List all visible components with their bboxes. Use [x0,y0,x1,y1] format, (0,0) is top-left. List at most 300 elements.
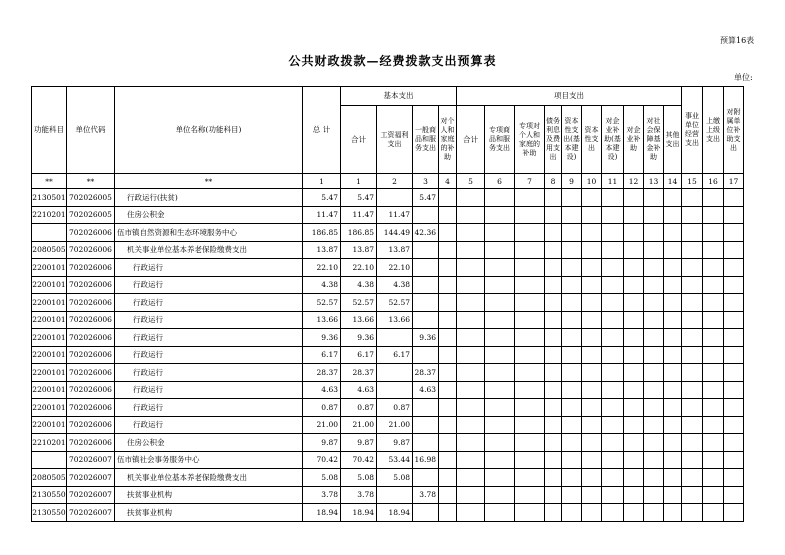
unit-label: 单位: [734,73,753,82]
empty-cell [562,346,582,364]
empty-cell [515,311,545,329]
func-code-cell: 2200101 [32,259,67,277]
empty-cell [439,399,457,417]
basic-sum-cell: 0.87 [341,399,377,417]
index-cell: 11 [602,174,624,189]
empty-cell [602,276,624,294]
empty-cell [562,451,582,469]
goods-cell: 16.98 [413,451,439,469]
empty-cell [664,276,682,294]
empty-cell [457,399,485,417]
empty-cell [644,329,664,347]
empty-cell [582,311,602,329]
index-cell: ** [32,174,67,189]
header-unit-name: 单位名称(功能科目) [115,87,303,174]
empty-cell [644,346,664,364]
empty-cell [644,364,664,382]
empty-cell [644,469,664,487]
empty-cell [457,241,485,259]
salary-cell [377,486,413,504]
empty-cell [457,276,485,294]
unit-name-cell: 行政运行 [115,294,303,312]
empty-cell [439,294,457,312]
empty-cell [545,416,562,434]
empty-cell [457,311,485,329]
empty-cell [562,504,582,522]
header-operating: 事业单位经营支出 [682,87,703,174]
total-cell: 186.85 [303,224,341,242]
salary-cell: 13.87 [377,241,413,259]
empty-cell [515,206,545,224]
basic-sum-cell: 11.47 [341,206,377,224]
empty-cell [562,241,582,259]
empty-cell [439,224,457,242]
empty-cell [485,451,515,469]
unit-name-cell: 行政运行 [115,364,303,382]
empty-cell [485,224,515,242]
empty-cell [703,189,724,207]
empty-cell [457,329,485,347]
empty-cell [582,416,602,434]
func-code-cell: 2200101 [32,311,67,329]
basic-sum-cell: 9.87 [341,434,377,452]
empty-cell [624,329,644,347]
func-code-cell: 2200101 [32,416,67,434]
empty-cell [724,469,744,487]
empty-cell [644,259,664,277]
total-cell: 9.87 [303,434,341,452]
empty-cell [682,416,703,434]
empty-cell [624,224,644,242]
basic-sum-cell: 4.63 [341,381,377,399]
empty-cell [485,259,515,277]
empty-cell [562,189,582,207]
unit-name-cell: 伍市镇社会事务服务中心 [115,451,303,469]
empty-cell [582,504,602,522]
empty-cell [682,381,703,399]
basic-sum-cell: 18.94 [341,504,377,522]
empty-cell [582,346,602,364]
empty-cell [457,504,485,522]
empty-cell [724,346,744,364]
header-enterprise: 对企业补助 [624,106,644,174]
empty-cell [515,294,545,312]
table-row [32,224,744,242]
func-code-cell: 2130501 [32,189,67,207]
empty-cell [724,486,744,504]
empty-cell [644,224,664,242]
empty-cell [682,469,703,487]
index-cell: 7 [515,174,545,189]
header-subordinate: 对附属单位补助支出 [724,87,744,174]
basic-sum-cell: 13.66 [341,311,377,329]
header-basic-group: 基本支出 [341,87,457,106]
empty-cell [545,399,562,417]
empty-cell [664,224,682,242]
empty-cell [624,346,644,364]
empty-cell [545,224,562,242]
empty-cell [562,469,582,487]
empty-cell [439,504,457,522]
salary-cell: 9.87 [377,434,413,452]
unit-name-cell: 行政运行 [115,276,303,294]
salary-cell: 6.17 [377,346,413,364]
empty-cell [682,504,703,522]
empty-cell [439,259,457,277]
header-func-code: 功能科目 [32,87,67,174]
empty-cell [545,276,562,294]
total-cell: 3.78 [303,486,341,504]
empty-cell [664,434,682,452]
goods-cell: 3.78 [413,486,439,504]
index-cell: 1 [303,174,341,189]
empty-cell [582,294,602,312]
unit-code-cell: 702026006 [67,276,115,294]
salary-cell: 21.00 [377,416,413,434]
empty-cell [644,311,664,329]
empty-cell [485,381,515,399]
empty-cell [457,416,485,434]
empty-cell [724,241,744,259]
index-cell: 5 [457,174,485,189]
func-code-cell: 2080505 [32,241,67,259]
empty-cell [724,399,744,417]
empty-cell [602,329,624,347]
empty-cell [644,486,664,504]
empty-cell [515,224,545,242]
empty-cell [664,241,682,259]
empty-cell [724,259,744,277]
index-cell: 13 [644,174,664,189]
empty-cell [703,329,724,347]
goods-cell [413,434,439,452]
empty-cell [602,241,624,259]
basic-sum-cell: 70.42 [341,451,377,469]
empty-cell [545,381,562,399]
index-cell: 4 [439,174,457,189]
func-code-cell: 2200101 [32,276,67,294]
empty-cell [515,259,545,277]
total-cell: 18.94 [303,504,341,522]
func-code-cell: 2130550 [32,504,67,522]
header-project-group: 项目支出 [457,87,682,106]
empty-cell [724,329,744,347]
empty-cell [485,294,515,312]
func-code-cell: 2200101 [32,329,67,347]
total-cell: 0.87 [303,399,341,417]
unit-name-cell: 住房公积金 [115,206,303,224]
empty-cell [624,276,644,294]
empty-cell [602,189,624,207]
table-number-label: 预算16表 [720,36,755,45]
table-row [32,364,744,382]
basic-sum-cell: 186.85 [341,224,377,242]
empty-cell [457,346,485,364]
index-cell: 14 [664,174,682,189]
empty-cell [703,346,724,364]
salary-cell: 11.47 [377,206,413,224]
table-row [32,276,744,294]
budget-table [31,86,744,522]
empty-cell [582,469,602,487]
table-row [32,241,744,259]
empty-cell [703,504,724,522]
unit-name-cell: 行政运行 [115,399,303,417]
unit-code-cell: 702026006 [67,329,115,347]
empty-cell [724,189,744,207]
empty-cell [515,504,545,522]
empty-cell [602,224,624,242]
empty-cell [624,381,644,399]
empty-cell [562,381,582,399]
empty-cell [545,189,562,207]
empty-cell [582,259,602,277]
empty-cell [664,399,682,417]
empty-cell [439,451,457,469]
basic-sum-cell: 13.87 [341,241,377,259]
empty-cell [664,189,682,207]
empty-cell [644,399,664,417]
empty-cell [485,434,515,452]
empty-cell [682,241,703,259]
empty-cell [682,346,703,364]
unit-name-cell: 行政运行 [115,329,303,347]
empty-cell [562,329,582,347]
empty-cell [562,486,582,504]
empty-cell [703,259,724,277]
empty-cell [582,189,602,207]
empty-cell [515,486,545,504]
empty-cell [664,504,682,522]
table-row [32,329,744,347]
empty-cell [439,469,457,487]
empty-cell [582,364,602,382]
basic-sum-cell: 9.36 [341,329,377,347]
salary-cell: 13.66 [377,311,413,329]
empty-cell [457,486,485,504]
basic-sum-cell: 22.10 [341,259,377,277]
empty-cell [485,276,515,294]
salary-cell: 53.44 [377,451,413,469]
empty-cell [562,434,582,452]
empty-cell [682,311,703,329]
salary-cell [377,364,413,382]
empty-cell [624,241,644,259]
empty-cell [703,364,724,382]
total-cell: 5.08 [303,469,341,487]
empty-cell [682,294,703,312]
empty-cell [703,311,724,329]
empty-cell [703,241,724,259]
salary-cell: 18.94 [377,504,413,522]
header-other: 其他支出 [664,106,682,174]
empty-cell [545,451,562,469]
goods-cell [413,259,439,277]
unit-name-cell: 住房公积金 [115,434,303,452]
index-cell: 3 [413,174,439,189]
header-debt: 债务利息及费用支出 [545,106,562,174]
index-row [32,174,744,189]
empty-cell [515,329,545,347]
goods-cell [413,311,439,329]
unit-name-cell: 行政运行(扶贫) [115,189,303,207]
total-cell: 4.63 [303,381,341,399]
empty-cell [439,311,457,329]
basic-sum-cell: 21.00 [341,416,377,434]
empty-cell [602,434,624,452]
empty-cell [624,189,644,207]
table-row [32,311,744,329]
empty-cell [545,364,562,382]
empty-cell [644,451,664,469]
unit-name-cell: 扶贫事业机构 [115,486,303,504]
empty-cell [624,364,644,382]
empty-cell [582,206,602,224]
empty-cell [485,469,515,487]
empty-cell [664,486,682,504]
table-row [32,189,744,207]
empty-cell [602,259,624,277]
page-title: 公共财政拨款—经费拨款支出预算表 [288,54,497,68]
empty-cell [644,206,664,224]
empty-cell [457,451,485,469]
salary-cell [377,381,413,399]
empty-cell [562,206,582,224]
empty-cell [724,224,744,242]
unit-name-cell: 机关事业单位基本养老保险缴费支出 [115,469,303,487]
empty-cell [682,276,703,294]
goods-cell [413,241,439,259]
salary-cell: 4.38 [377,276,413,294]
unit-code-cell: 702026006 [67,434,115,452]
empty-cell [682,259,703,277]
empty-cell [624,451,644,469]
empty-cell [515,416,545,434]
basic-sum-cell: 3.78 [341,486,377,504]
empty-cell [602,364,624,382]
unit-name-cell: 扶贫事业机构 [115,504,303,522]
empty-cell [682,329,703,347]
header-capital: 资本性支出 [582,106,602,174]
goods-cell [413,294,439,312]
empty-cell [457,469,485,487]
empty-cell [439,346,457,364]
empty-cell [545,486,562,504]
func-code-cell: 2210201 [32,434,67,452]
salary-cell: 144.49 [377,224,413,242]
empty-cell [485,311,515,329]
func-code-cell: 2200101 [32,381,67,399]
empty-cell [682,189,703,207]
salary-cell [377,329,413,347]
func-code-cell: 2130550 [32,486,67,504]
unit-code-cell: 702026006 [67,259,115,277]
empty-cell [545,206,562,224]
goods-cell: 9.36 [413,329,439,347]
unit-code-cell: 702026006 [67,294,115,312]
table-row [32,346,744,364]
empty-cell [562,294,582,312]
empty-cell [439,416,457,434]
empty-cell [602,486,624,504]
index-cell: 16 [703,174,724,189]
empty-cell [644,189,664,207]
empty-cell [562,224,582,242]
empty-cell [724,451,744,469]
func-code-cell [32,451,67,469]
func-code-cell [32,224,67,242]
empty-cell [624,259,644,277]
total-cell: 21.00 [303,416,341,434]
empty-cell [457,259,485,277]
empty-cell [664,469,682,487]
unit-code-cell: 702026006 [67,311,115,329]
empty-cell [724,416,744,434]
unit-code-cell: 702026007 [67,451,115,469]
empty-cell [644,276,664,294]
unit-name-cell: 行政运行 [115,311,303,329]
total-cell: 11.47 [303,206,341,224]
index-cell: 17 [724,174,744,189]
empty-cell [439,241,457,259]
unit-code-cell: 702026006 [67,346,115,364]
unit-name-cell: 伍市镇自然资源和生态环境服务中心 [115,224,303,242]
empty-cell [664,329,682,347]
empty-cell [582,451,602,469]
index-cell: 15 [682,174,703,189]
empty-cell [682,364,703,382]
empty-cell [515,469,545,487]
empty-cell [562,364,582,382]
empty-cell [703,399,724,417]
empty-cell [439,364,457,382]
empty-cell [562,311,582,329]
empty-cell [515,364,545,382]
goods-cell: 28.37 [413,364,439,382]
index-cell: 6 [485,174,515,189]
empty-cell [682,206,703,224]
empty-cell [457,224,485,242]
salary-cell: 0.87 [377,399,413,417]
empty-cell [703,206,724,224]
salary-cell: 52.57 [377,294,413,312]
empty-cell [664,416,682,434]
empty-cell [582,381,602,399]
empty-cell [602,381,624,399]
empty-cell [439,189,457,207]
empty-cell [485,364,515,382]
unit-code-cell: 702026007 [67,469,115,487]
empty-cell [582,224,602,242]
empty-cell [545,294,562,312]
empty-cell [515,346,545,364]
empty-cell [682,451,703,469]
header-unit-code: 单位代码 [67,87,115,174]
empty-cell [664,294,682,312]
empty-cell [485,486,515,504]
unit-code-cell: 702026007 [67,504,115,522]
empty-cell [562,399,582,417]
empty-cell [545,434,562,452]
goods-cell [413,276,439,294]
total-cell: 9.36 [303,329,341,347]
empty-cell [602,311,624,329]
empty-cell [682,399,703,417]
unit-code-cell: 702026005 [67,206,115,224]
empty-cell [664,451,682,469]
goods-cell [413,504,439,522]
empty-cell [602,451,624,469]
